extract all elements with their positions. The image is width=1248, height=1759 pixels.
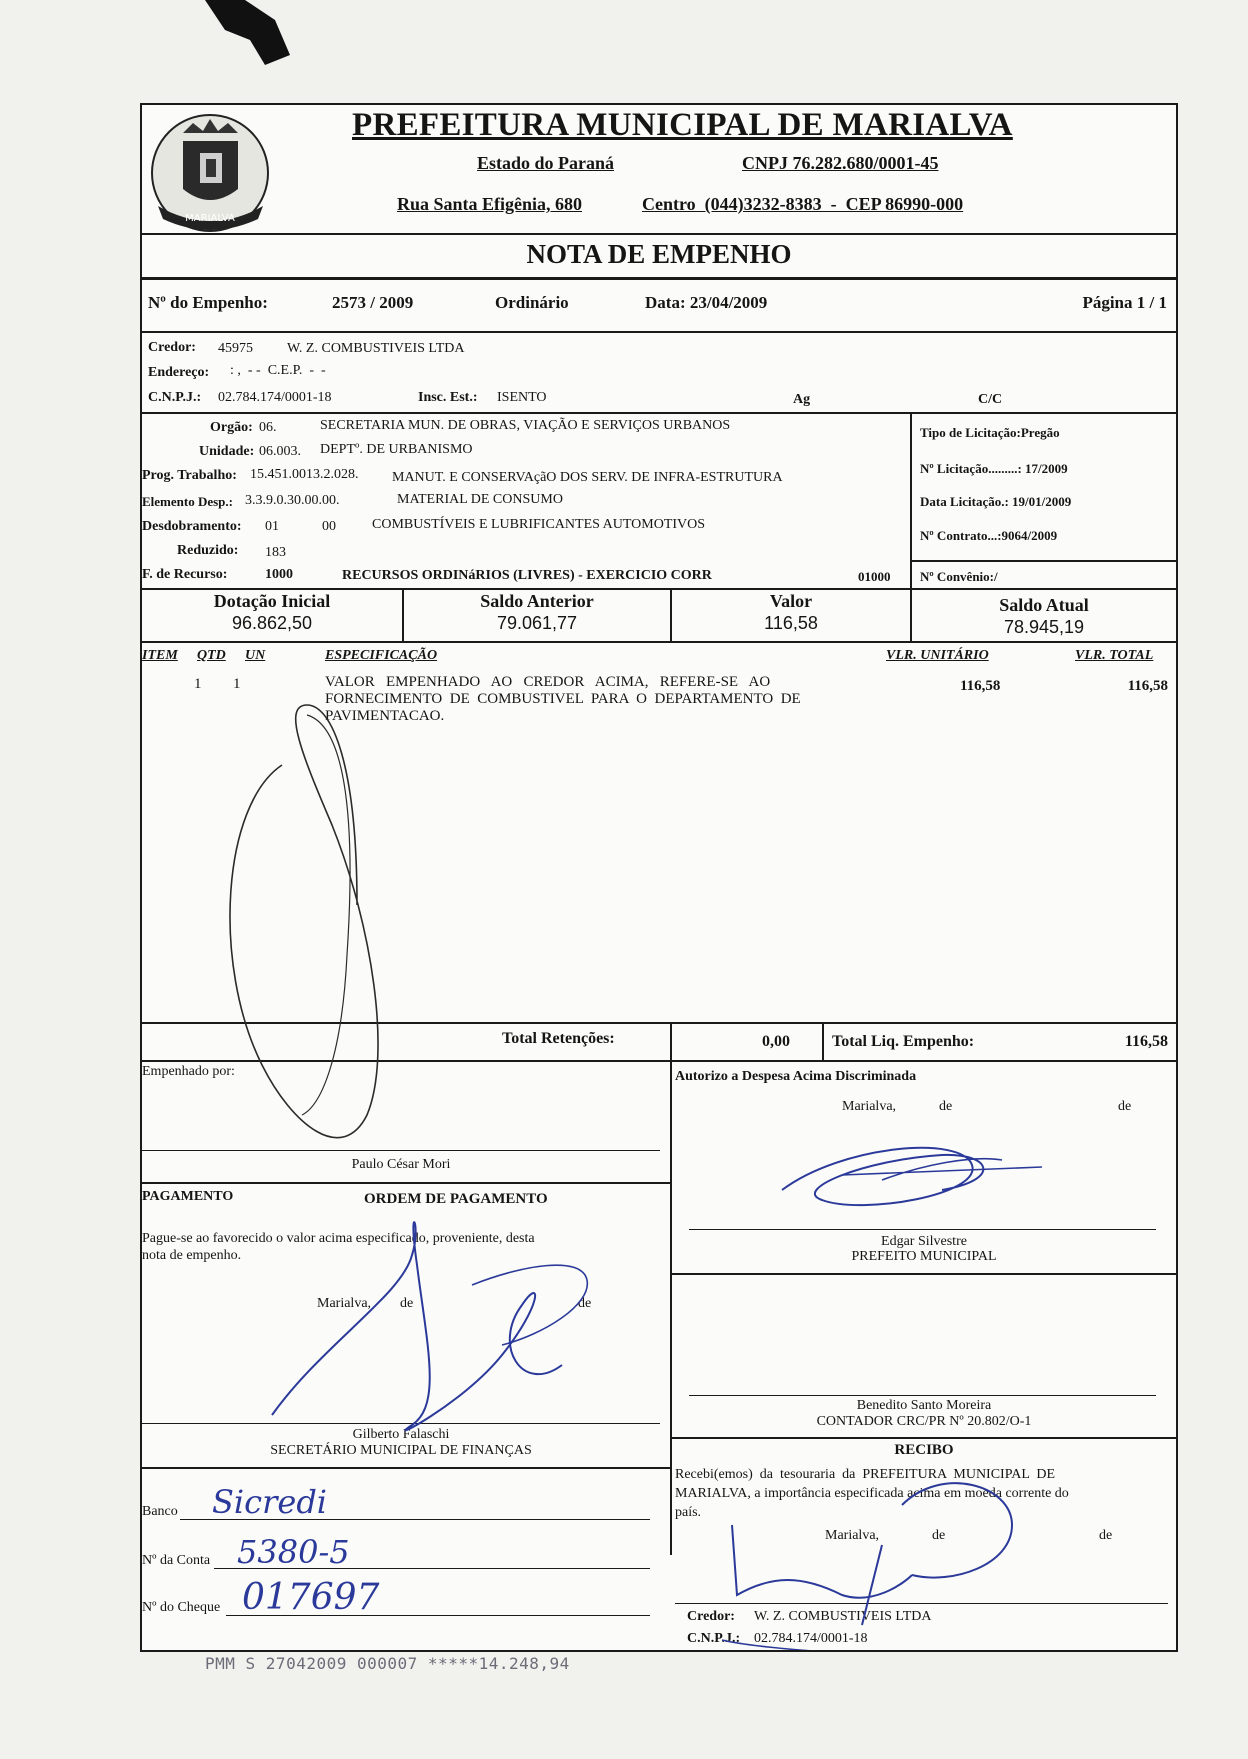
convenio-numero: Nº Convênio:/	[920, 569, 998, 584]
col-qtd: QTD	[197, 648, 226, 663]
autorizo-de2: de	[1118, 1099, 1132, 1114]
col-vlr-total: VLR. TOTAL	[1075, 648, 1154, 663]
row-total-value: 116,58	[1127, 678, 1168, 694]
cheque-value: 017697	[242, 1577, 380, 1618]
elem-code: 3.3.9.0.30.00.00.	[245, 493, 340, 508]
recibo-title: RECIBO	[894, 1442, 954, 1458]
licitacao-tipo: Tipo de Licitação:Pregão	[920, 425, 1060, 440]
recibo-text-line3: país.	[675, 1505, 702, 1520]
desd-code2: 00	[322, 519, 336, 534]
banco-value: Sicredi	[212, 1483, 328, 1521]
contador-name: Benedito Santo Moreira	[856, 1398, 992, 1413]
empenho-type: Ordinário	[495, 293, 569, 312]
autorizo-title: Autorizo a Despesa Acima Discriminada	[675, 1069, 917, 1084]
saldo-atual-value: 78.945,19	[1003, 617, 1085, 637]
credor-name: W. Z. COMBUSTIVEIS LTDA	[287, 341, 465, 356]
recibo-credor-label: Credor:	[687, 1609, 735, 1624]
liq-empenho-value: 116,58	[1124, 1033, 1168, 1050]
pagamento-de2: de	[578, 1296, 592, 1311]
recibo-text-line1: Recebi(emos) da tesouraria da PREFEITURA MUNICIPAL DE	[675, 1467, 1056, 1482]
prog-code: 15.451.0013.2.028.	[250, 467, 359, 482]
elem-label: Elemento Desp.:	[142, 494, 233, 509]
valor-label: Valor	[769, 591, 813, 611]
empenhado-name: Paulo César Mori	[351, 1157, 451, 1172]
row-spec-line2: FORNECIMENTO DE COMBUSTIVEL PARA O DEPARTAMENTO DE	[325, 691, 801, 707]
col-vlr-unitario: VLR. UNITÁRIO	[886, 648, 989, 663]
address-label: Endereço:	[148, 365, 210, 380]
dotacao-value: 96.862,50	[231, 613, 313, 633]
row-spec-line1: VALOR EMPENHADO AO CREDOR ACIMA, REFERE-SE AO	[325, 674, 771, 690]
crest-logo	[148, 111, 273, 241]
financas-name: Gilberto Falaschi	[352, 1427, 450, 1442]
state-name: Estado do Paraná	[477, 153, 615, 173]
conta-value: 5380-5	[237, 1533, 350, 1571]
desd-code1: 01	[265, 519, 279, 534]
licitacao-numero: Nº Licitação.........: 17/2009	[920, 461, 1068, 476]
recibo-de2: de	[1099, 1528, 1113, 1543]
col-item: ITEM	[142, 648, 178, 663]
valor-value: 116,58	[764, 613, 818, 633]
saldo-atual-label: Saldo Atual	[999, 595, 1089, 615]
pagamento-text-line2: nota de empenho.	[142, 1248, 242, 1263]
empenho-number: 2573 / 2009	[332, 293, 414, 312]
recibo-cnpj-value: 02.784.174/0001-18	[754, 1631, 868, 1646]
row-spec-line3: PAVIMENTACAO.	[325, 708, 445, 724]
page-number: Página 1 / 1	[1082, 293, 1167, 312]
elem-name: MATERIAL DE CONSUMO	[397, 492, 563, 507]
ag-label: Ag	[793, 392, 811, 407]
saldo-anterior-label: Saldo Anterior	[480, 591, 594, 611]
conta-label: Nº da Conta	[142, 1553, 211, 1568]
pagamento-place: Marialva,	[317, 1296, 372, 1311]
recibo-de1: de	[932, 1528, 946, 1543]
desd-name: COMBUSTÍVEIS E LUBRIFICANTES AUTOMOTIVOS	[372, 517, 706, 532]
recibo-text-line2: MARIALVA, a importância especificada acima em moeda corrente do	[675, 1486, 1069, 1501]
orgao-label: Orgão:	[210, 420, 253, 435]
address-street: Rua Santa Efigênia, 680	[397, 194, 583, 214]
orgao-code: 06.	[259, 420, 277, 435]
scan-artifact	[205, 0, 295, 70]
licitacao-data: Data Licitação.: 19/01/2009	[920, 494, 1072, 509]
pagamento-text-line1: Pague-se ao favorecido o valor acima especificado, proveniente, desta	[142, 1231, 535, 1246]
address-value: : , - - C.E.P. - -	[230, 363, 326, 378]
credor-label: Credor:	[148, 340, 196, 355]
col-especificacao: ESPECIFICAÇÃO	[325, 648, 438, 663]
dotacao-label: Dotação Inicial	[213, 591, 331, 611]
retencoes-label: Total Retenções:	[502, 1030, 615, 1047]
cnpj-label: C.N.P.J.:	[148, 390, 202, 405]
prefeito-role: PREFEITO MUNICIPAL	[851, 1249, 997, 1264]
prog-label: Prog. Trabalho:	[142, 468, 237, 483]
liq-empenho-label: Total Liq. Empenho:	[832, 1033, 975, 1050]
retencoes-value: 0,00	[762, 1033, 790, 1050]
empenho-date: Data: 23/04/2009	[645, 293, 768, 312]
pagamento-de1: de	[400, 1296, 414, 1311]
prog-name: MANUT. E CONSERVAçãO DOS SERV. DE INFRA-ESTRUTURA	[392, 470, 783, 485]
insc-value: ISENTO	[497, 390, 547, 405]
row-qtd: 1	[233, 676, 241, 692]
recibo-place: Marialva,	[825, 1528, 880, 1543]
pagamento-title: PAGAMENTO	[142, 1189, 234, 1204]
municipality-title: PREFEITURA MUNICIPAL DE MARIALVA	[352, 107, 1013, 143]
recurso-label: F. de Recurso:	[142, 567, 228, 582]
empenhado-label: Empenhado por:	[142, 1064, 235, 1079]
unidade-label: Unidade:	[199, 444, 255, 459]
saldo-anterior-value: 79.061,77	[496, 613, 578, 633]
row-item: 1	[194, 676, 202, 692]
contrato-numero: Nº Contrato...:9064/2009	[920, 528, 1058, 543]
autorizo-place: Marialva,	[842, 1099, 897, 1114]
banco-label: Banco	[142, 1504, 178, 1519]
cc-label: C/C	[978, 392, 1003, 407]
cnpj-value: 02.784.174/0001-18	[218, 390, 332, 405]
recibo-cnpj-label: C.N.P.J.:	[687, 1631, 741, 1646]
col-un: UN	[245, 648, 266, 663]
insc-label: Insc. Est.:	[418, 390, 478, 405]
prefeito-name: Edgar Silvestre	[881, 1234, 967, 1249]
document-title: NOTA DE EMPENHO	[526, 239, 792, 269]
payment-stamp: PMM S 27042009 000007 *****14.248,94	[205, 1654, 570, 1673]
unidade-name: DEPTº. DE URBANISMO	[320, 442, 473, 457]
row-unit-value: 116,58	[960, 678, 1001, 694]
reduzido-label: Reduzido:	[177, 543, 239, 558]
recurso-code: 1000	[265, 567, 293, 582]
cnpj-header: CNPJ 76.282.680/0001-45	[742, 153, 939, 173]
address-rest: Centro (044)3232-8383 - CEP 86990-000	[642, 194, 964, 214]
empenho-number-label: Nº do Empenho:	[148, 293, 268, 312]
orgao-name: SECRETARIA MUN. DE OBRAS, VIAÇÃO E SERVIÇOS URBANOS	[320, 418, 731, 433]
autorizo-de1: de	[939, 1099, 953, 1114]
svg-text:MARIALVA: MARIALVA	[185, 213, 235, 224]
empenho-form	[140, 103, 1178, 1652]
desd-label: Desdobramento:	[142, 519, 242, 534]
financas-role: SECRETÁRIO MUNICIPAL DE FINANÇAS	[270, 1443, 532, 1458]
recurso-code2: 01000	[858, 569, 891, 584]
recibo-credor-name: W. Z. COMBUSTIVEIS LTDA	[754, 1609, 932, 1624]
ordem-pagamento-title: ORDEM DE PAGAMENTO	[364, 1191, 548, 1207]
cheque-label: Nº do Cheque	[142, 1600, 221, 1615]
reduzido-value: 183	[265, 545, 286, 560]
recurso-name: RECURSOS ORDINáRIOS (LIVRES) - EXERCICIO CORR	[342, 568, 712, 583]
unidade-code: 06.003.	[259, 444, 301, 459]
contador-role: CONTADOR CRC/PR Nº 20.802/O-1	[816, 1414, 1032, 1429]
credor-code: 45975	[218, 341, 253, 356]
